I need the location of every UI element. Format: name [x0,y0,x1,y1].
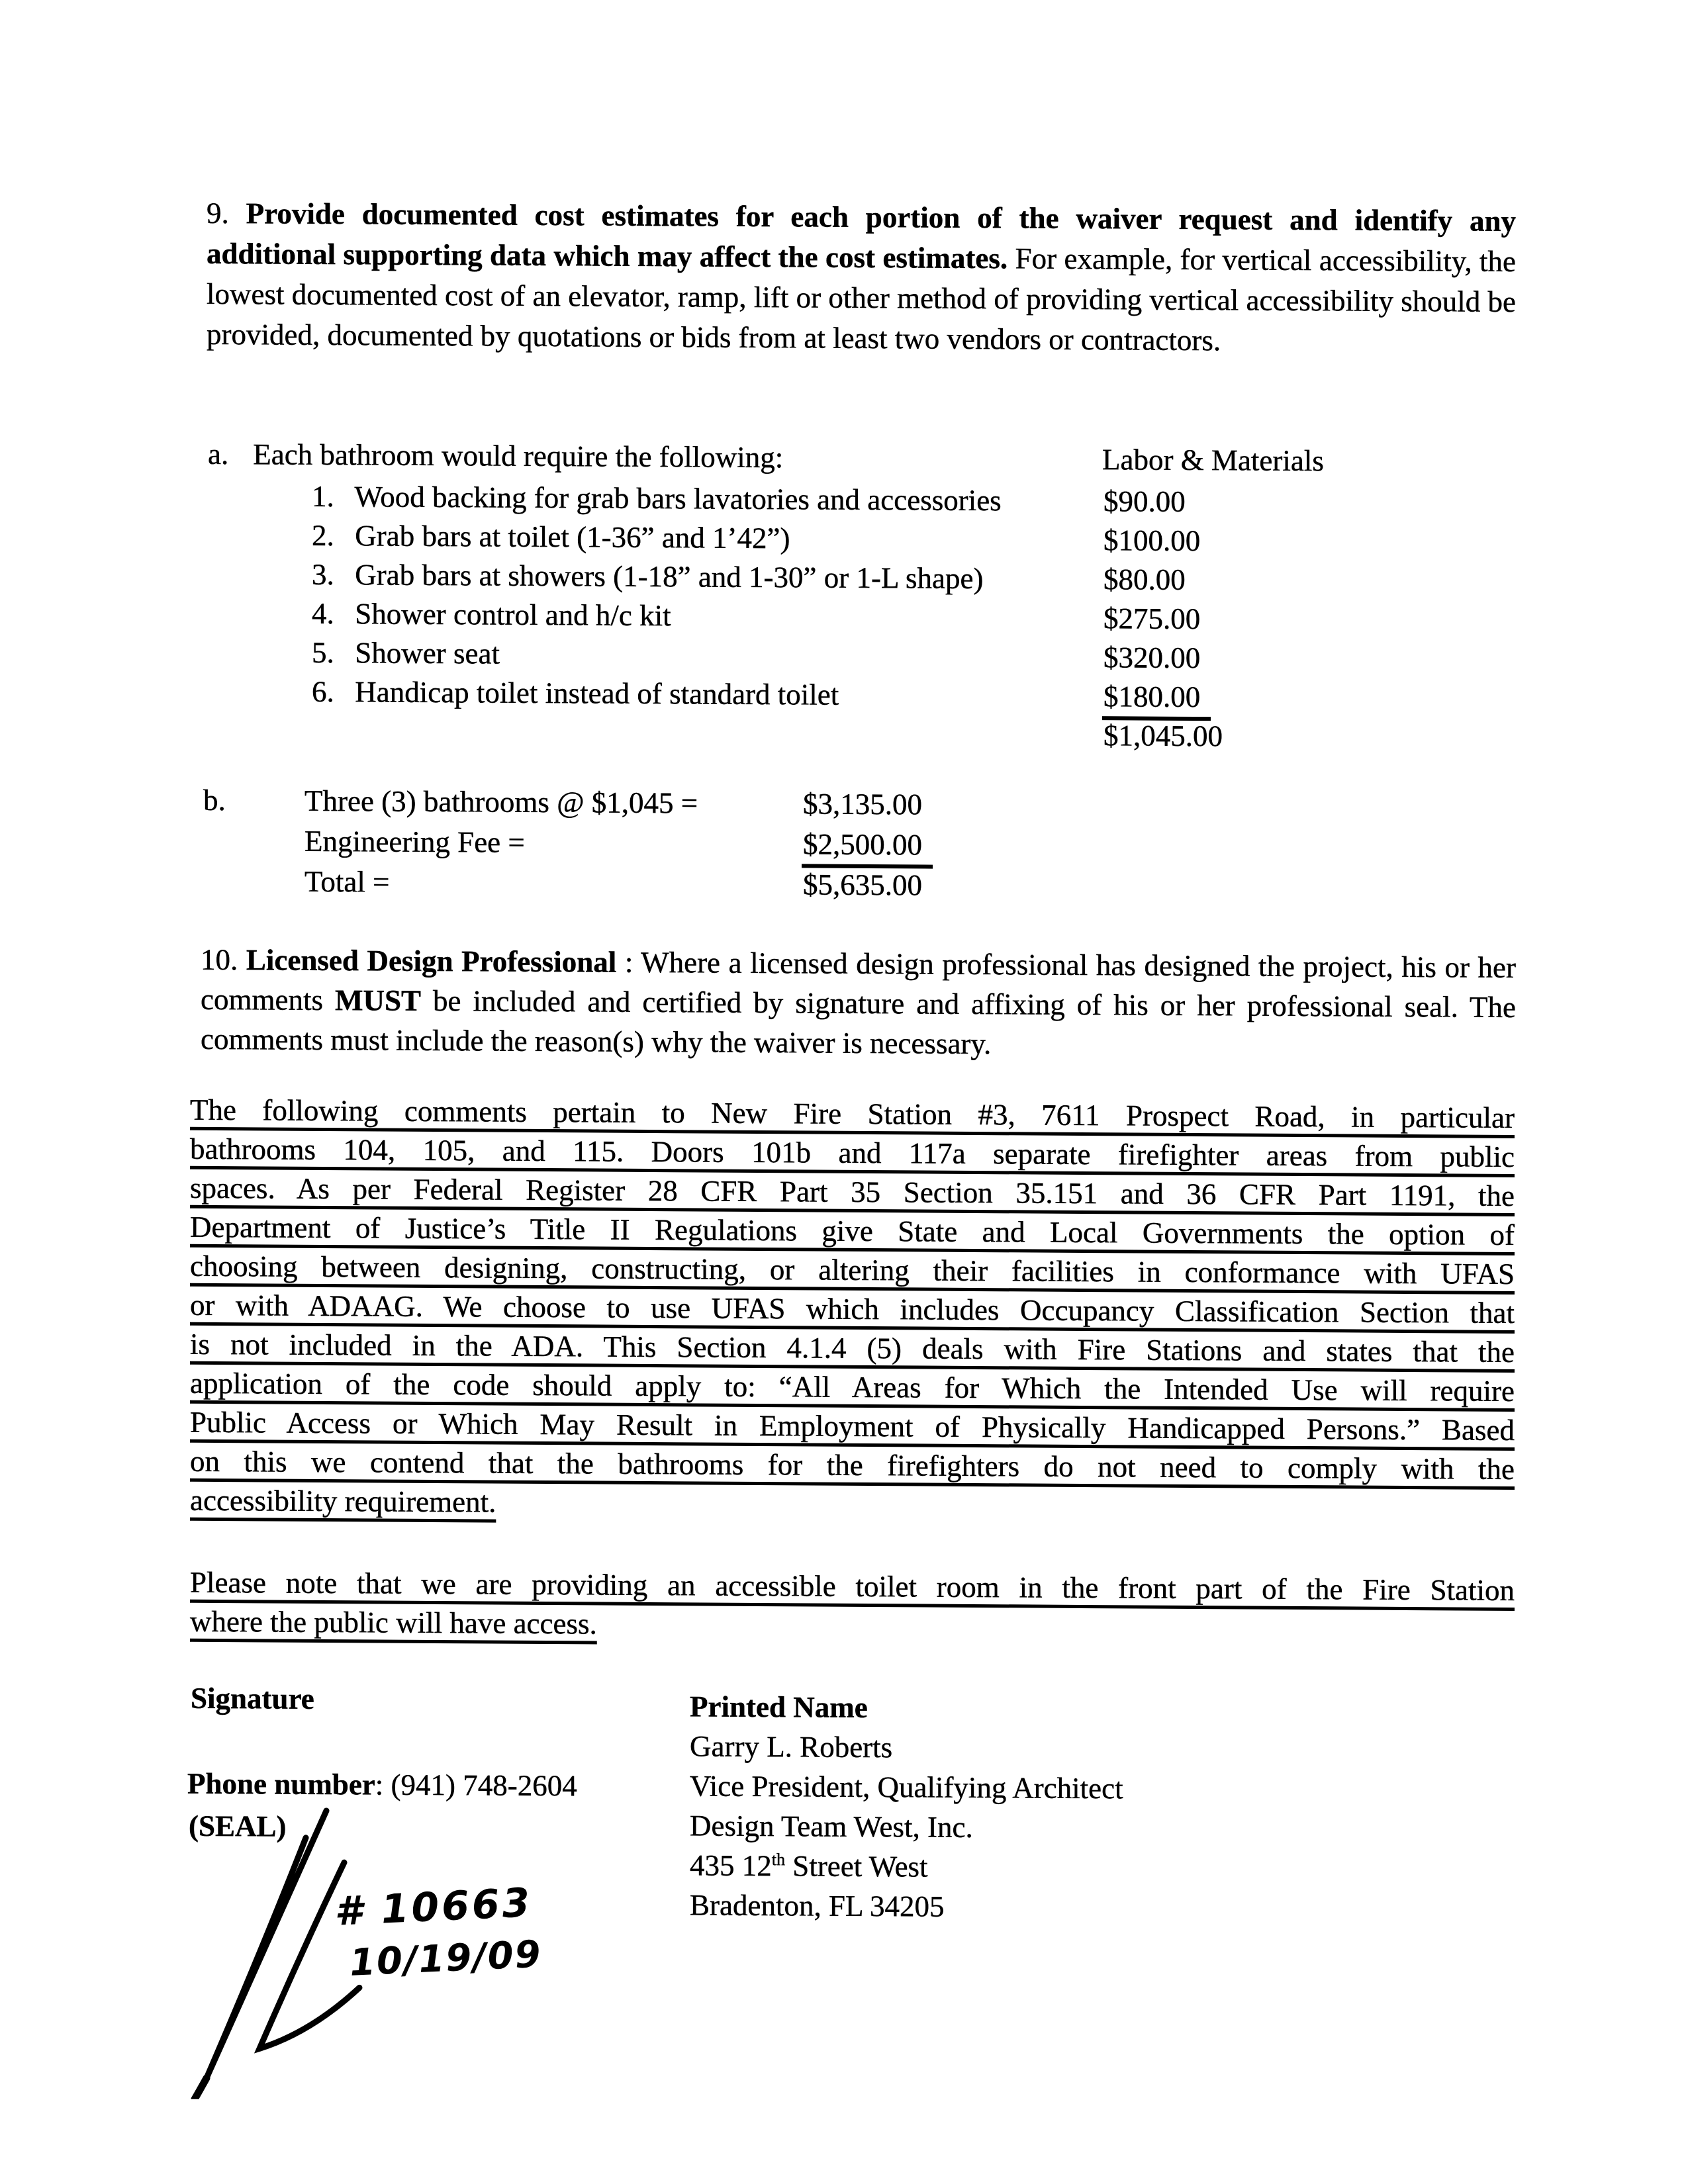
cost-item-label: Wood backing for grab bars lavatories and accessories [354,480,1002,518]
note-line: Please note that we are providing an accessible toilet room in the front part of the Fire Station [190,1565,1515,1607]
summary-row [203,861,1516,909]
note-line: where the public will have access. [190,1604,597,1641]
section-10-paragraph [201,940,1516,1067]
cost-item-label: Shower seat [355,636,500,670]
cost-item-number: 3. [312,557,334,592]
labor-materials-column-header: Labor & Materials [1102,443,1324,478]
section-9-number: 9. [207,196,229,230]
printed-name-line: Garry L. Roberts [690,1729,893,1764]
item-a-prefix: a. [208,437,229,471]
comments-line: choosing between designing, constructing, or altering their facilities in conformance with UFAS [190,1249,1515,1291]
comments-line: Department of Justice’s Title II Regulations give State and Local Governments the option of [190,1210,1515,1251]
printed-name-line: Design Team West, Inc. [690,1809,973,1844]
summary-label: Total = [305,864,390,899]
cost-item-number: 1. [312,479,334,514]
cost-section-header [208,434,1516,484]
cost-item-label: Grab bars at showers (1-18” and 1-30” or 1-L shape) [355,558,984,596]
section-10-text-segment: be included and certified by signature and affixing of his or her professional seal. The comments must include the reason(s) why the waiver is necessary. [201,983,1517,1061]
summary-value: $3,135.00 [803,787,922,821]
section-9-body-text: For example, for vertical accessibility, the lowest documented cost of an elevator, ramp, lift or other method of providing vertical accessibility should be provided, documented by quotations or bids from at least two vendors or contractors. [207,242,1517,357]
printed-name-block [690,1686,1123,1927]
cost-item-number: 2. [312,518,334,553]
cost-item-label: Handicap toilet instead of standard toilet [355,675,839,711]
section-9-paragraph [207,193,1516,363]
signature-label: Signature [191,1681,314,1715]
summary-label: Engineering Fee = [305,824,525,859]
comments-line: bathrooms 104, 105, and 115. Doors 101b and 117a separate firefighter areas from public [190,1132,1515,1173]
section-10-text-segment: MUST [334,983,421,1017]
printed-name-label: Printed Name [690,1690,868,1725]
comments-line: on this we contend that the bathrooms for the firefighters do not need to comply with the [190,1444,1515,1486]
cost-item-label: Grab bars at toilet (1-36” and 1’42”) [355,519,790,555]
phone-label: Phone number [187,1766,375,1801]
cost-item-number: 4. [312,596,334,631]
comments-paragraph [190,1091,1515,1528]
cost-estimate-section [208,434,1516,757]
summary-value: $5,635.00 [803,868,922,902]
section-9-bold-text: Provide documented cost estimates for each portion of the waiver request and identify any additional supporting data which may affect the cost estimates. [207,197,1517,275]
printed-name-line: 435 12th Street West [690,1848,928,1884]
comments-line: or with ADAAG. We choose to use UFAS which includes Occupancy Classification Section that [190,1288,1515,1330]
handwritten-license-number: # 10663 [333,1880,534,1935]
printed-name-lines [690,1726,1123,1927]
cost-item-price: $320.00 [1103,641,1201,675]
section-10-text-segment: 10. [201,942,246,977]
comments-line: The following comments pertain to New Fire Station #3, 7611 Prospect Road, in particular [190,1093,1515,1134]
cost-item-price: $100.00 [1103,523,1201,558]
signature-stroke-tip [195,2078,207,2099]
printed-name-line: Bradenton, FL 34205 [690,1888,945,1923]
phone-value: : (941) 748-2604 [375,1768,577,1803]
printed-name-line: Vice President, Qualifying Architect [690,1769,1123,1805]
cost-item-number: 6. [312,674,334,709]
comments-line: application of the code should apply to: “All Areas for Which the Intended Use will require [190,1366,1515,1408]
handwritten-date: 10/19/09 [348,1933,543,1985]
cost-item-price: $275.00 [1103,602,1201,636]
cost-item-price: $90.00 [1103,484,1186,518]
section-10-text-segment: Licensed Design Professional [246,943,617,979]
cost-total-row [208,710,1516,757]
labor-materials-total: $1,045.00 [1103,719,1223,753]
ordinal-superscript: th [771,1850,786,1870]
comments-line: spaces. As per Federal Register 28 CFR Part 35 Section 35.151 and 36 CFR Part 1191, the [190,1171,1515,1212]
cost-item-price: $180.00 [1102,676,1211,721]
comments-line: accessibility requirement. [190,1483,496,1519]
comments-line: is not included in the ADA. This Section 4.1.4 (5) deals with Fire Stations and states that the [190,1327,1515,1369]
cost-item-price: $80.00 [1103,563,1186,596]
section-10-text-segment: : Where a licensed design professional has designed the project, his or her comments [201,945,1517,1017]
comments-line: Public Access or Which May Result in Employment of Physically Handicapped Persons.” Based [190,1405,1515,1447]
cost-item-label: Shower control and h/c kit [355,597,671,633]
cost-item-number: 5. [312,635,334,670]
summary-section [203,780,1516,909]
item-b-prefix: b. [203,783,226,817]
summary-label: Three (3) bathrooms @ $1,045 = [305,784,698,820]
cost-item-list [208,476,1516,718]
seal-label: (SEAL) [189,1809,287,1843]
note-paragraph [190,1563,1515,1649]
cost-section-heading: Each bathroom would require the following: [253,437,784,475]
summary-value: $2,500.00 [802,824,933,868]
summary-rows [203,780,1516,909]
